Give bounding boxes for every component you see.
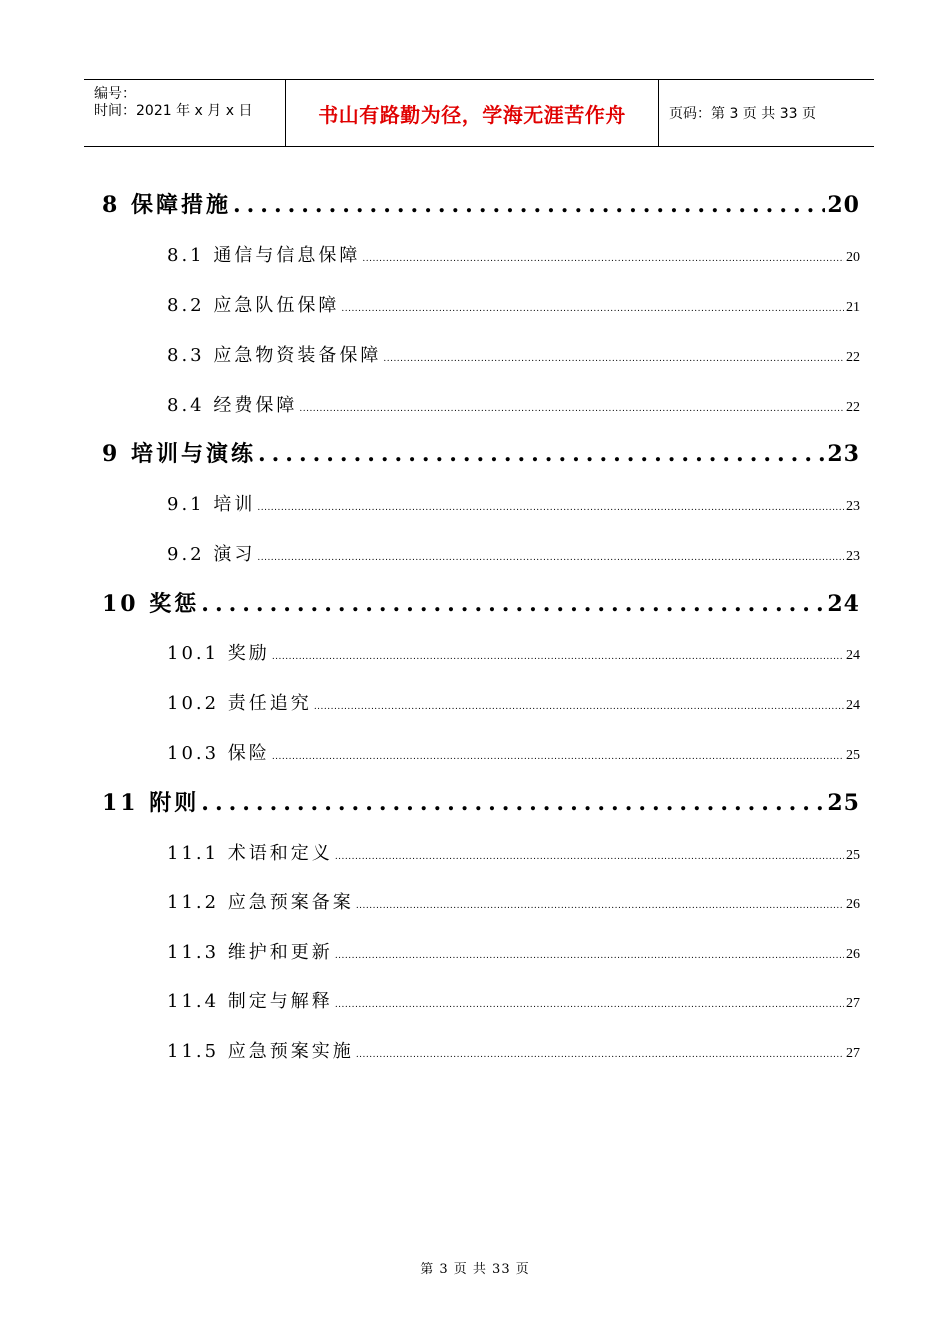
toc-entry-page: 25: [846, 748, 860, 763]
toc-leader-dots: [257, 503, 844, 513]
toc-entry-label: 8.4 经费保障: [167, 395, 298, 416]
toc-leader-dots: [383, 354, 844, 364]
toc-leader-dots: [362, 254, 844, 264]
toc-entry-page: 26: [846, 897, 860, 912]
toc-entry-page: 20: [827, 192, 860, 218]
toc-entry-label: 11.3 维护和更新: [167, 942, 333, 963]
toc-entry-label: 11.2 应急预案备案: [167, 892, 354, 913]
page-footer: 第 3 页 共 33 页: [420, 1262, 530, 1277]
toc-entry-label: 10.1 奖励: [167, 643, 270, 664]
toc-entry-11-4[interactable]: [167, 987, 860, 1013]
toc-entry-8-2[interactable]: [167, 291, 860, 317]
toc-leader-dots: [335, 852, 844, 862]
toc-entry-page: 25: [827, 790, 860, 816]
toc-entry-label: 10.3 保险: [167, 743, 270, 764]
header-motto: 书山有路勤为径，学海无涯苦作舟: [286, 80, 659, 146]
toc-entry-page: 24: [846, 648, 860, 663]
toc-entry-11-2[interactable]: [167, 888, 860, 914]
header-meta: [84, 80, 286, 146]
toc-entry-11-5[interactable]: [167, 1037, 860, 1063]
toc-entry-page: 20: [846, 250, 860, 265]
toc-entry-label: 11.1 术语和定义: [167, 843, 333, 864]
toc-entry-9-2[interactable]: [167, 540, 860, 566]
toc-leader-dots: [314, 702, 844, 712]
toc-leader-dots: [335, 1000, 844, 1010]
toc-entry-11-1[interactable]: [167, 839, 860, 865]
toc-entry-page: 24: [846, 698, 860, 713]
toc-entry-page: 22: [846, 350, 860, 365]
toc-entry-label: 11.5 应急预案实施: [167, 1041, 354, 1062]
toc-entry-page: 23: [846, 549, 860, 564]
toc-entry-page: 21: [846, 300, 860, 315]
toc-entry-label: 8 保障措施: [102, 192, 231, 218]
toc-entry-label: 8.1 通信与信息保障: [167, 245, 361, 266]
toc-entry-10-3[interactable]: [167, 739, 860, 765]
toc-entry-page: 22: [846, 400, 860, 415]
toc-entry-label: 11 附则: [102, 790, 200, 816]
document-number-label: 编号：: [94, 86, 136, 102]
toc-entry-page: 27: [846, 996, 860, 1011]
toc-entry-page: 26: [846, 947, 860, 962]
toc-entry-page: 23: [846, 499, 860, 514]
toc-leader-dots: [201, 790, 825, 816]
toc-entry-10[interactable]: [102, 587, 860, 618]
toc-leader-dots: [356, 901, 844, 911]
toc-entry-label: 9.1 培训: [167, 494, 256, 515]
toc-entry-9[interactable]: [102, 437, 860, 468]
toc-entry-8-3[interactable]: [167, 341, 860, 367]
toc-leader-dots: [257, 553, 844, 563]
toc-entry-page: 27: [846, 1046, 860, 1061]
toc-entry-11[interactable]: [102, 786, 860, 817]
toc-leader-dots: [299, 404, 844, 414]
toc-leader-dots: [341, 304, 844, 314]
document-header: [84, 79, 874, 147]
toc-entry-8-1[interactable]: [167, 241, 860, 267]
toc-entry-page: 24: [827, 591, 860, 617]
toc-leader-dots: [356, 1050, 844, 1060]
toc-entry-label: 9.2 演习: [167, 544, 256, 565]
toc-leader-dots: [335, 951, 844, 961]
toc-entry-label: 10.2 责任追究: [167, 693, 312, 714]
toc-entry-label: 11.4 制定与解释: [167, 991, 333, 1012]
toc-leader-dots: [233, 192, 825, 218]
toc-leader-dots: [272, 652, 844, 662]
toc-entry-label: 8.3 应急物资装备保障: [167, 345, 382, 366]
toc-entry-10-2[interactable]: [167, 689, 860, 715]
toc-entry-label: 9 培训与演练: [102, 441, 256, 467]
toc-entry-8-4[interactable]: [167, 391, 860, 417]
toc-entry-page: 23: [827, 441, 860, 467]
document-time-label: 时间：2021 年 x 月 x 日: [94, 103, 253, 119]
toc-entry-page: 25: [846, 848, 860, 863]
toc-entry-8[interactable]: [102, 188, 860, 219]
toc-leader-dots: [258, 441, 825, 467]
toc-leader-dots: [201, 591, 825, 617]
header-page-label: 页码：第 3 页 共 33 页: [669, 106, 816, 122]
toc-entry-10-1[interactable]: [167, 639, 860, 665]
toc-leader-dots: [272, 752, 844, 762]
toc-entry-label: 10 奖惩: [102, 591, 200, 617]
toc-entry-label: 8.2 应急队伍保障: [167, 295, 340, 316]
toc-entry-11-3[interactable]: [167, 938, 860, 964]
toc-entry-9-1[interactable]: [167, 490, 860, 516]
